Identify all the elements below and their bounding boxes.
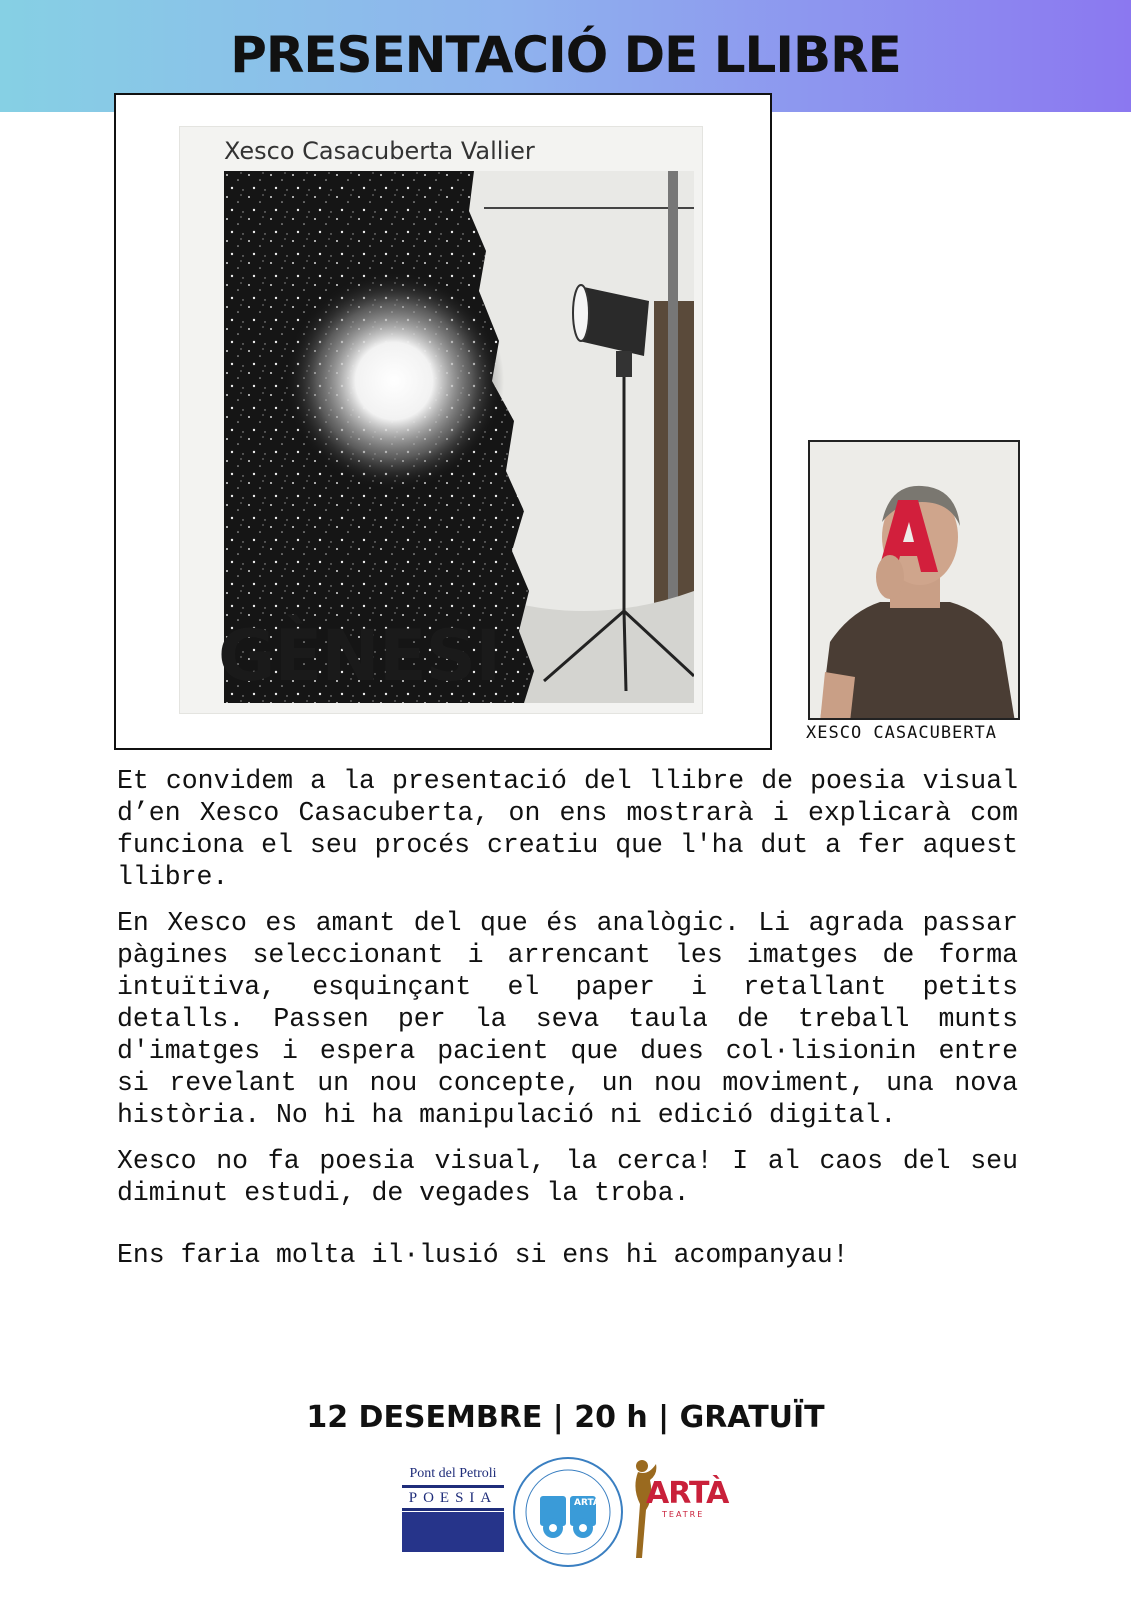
paragraph-invitation: Et convidem a la presentació del llibre de poesia visual d’en Xesco Casacuberta, on ens mostrarà i explicarà com funciona el seu procés creatiu que l'ha dut a fer aquest llibre. [117, 766, 1018, 892]
pont-logo-bridge [402, 1485, 504, 1511]
page-title: PRESENTACIÓ DE LLIBRE [230, 26, 901, 84]
pont-logo-block [402, 1512, 504, 1552]
photo-caption: XESCO CASACUBERTA [806, 723, 997, 743]
seal-icon [512, 1456, 624, 1568]
author-photo [808, 440, 1020, 720]
paragraph-search: Xesco no fa poesia visual, la cerca! I al caos del seu diminut estudi, de vegades la troba. [117, 1146, 1018, 1208]
author-portrait [810, 442, 1020, 720]
cover-author: Xesco Casacuberta Vallier [224, 137, 535, 165]
arta-logo-word: ARTÀ [646, 1476, 729, 1511]
book-cover-frame [114, 93, 772, 750]
pont-logo-word: POESIA [408, 1490, 498, 1506]
arta-logo-subtitle: TEATRE [662, 1510, 705, 1519]
arta-teatre-logo [628, 1458, 729, 1562]
cultural-centre-seal-logo [512, 1456, 624, 1568]
event-details: 12 DESEMBRE | 20 h | GRATUÏT [306, 1400, 825, 1435]
seal-word: ARTÀ [574, 1498, 600, 1508]
paragraph-closing: Ens faria molta il·lusió si ens hi acompanyau! [117, 1240, 849, 1270]
paragraph-process: En Xesco es amant del que és analògic. Li agrada passar pàgines seleccionant i arrencant les imatges de forma intuïtiva, esquinçant el paper i retallant petits detalls. Passen per la seva taula de treball munts d'imatges i espera pacient que dues col·lisionin entre si revelant un nou concepte, un nou moviment, una nova història. No hi ha manipulació ni edició digital. [117, 908, 1018, 1130]
book-cover [180, 127, 702, 713]
pont-del-petroli-logo [402, 1465, 504, 1561]
cover-title: GÈNESI [218, 615, 501, 697]
pont-logo-title: Pont del Petroli [409, 1466, 497, 1481]
body-text [117, 765, 1018, 1285]
